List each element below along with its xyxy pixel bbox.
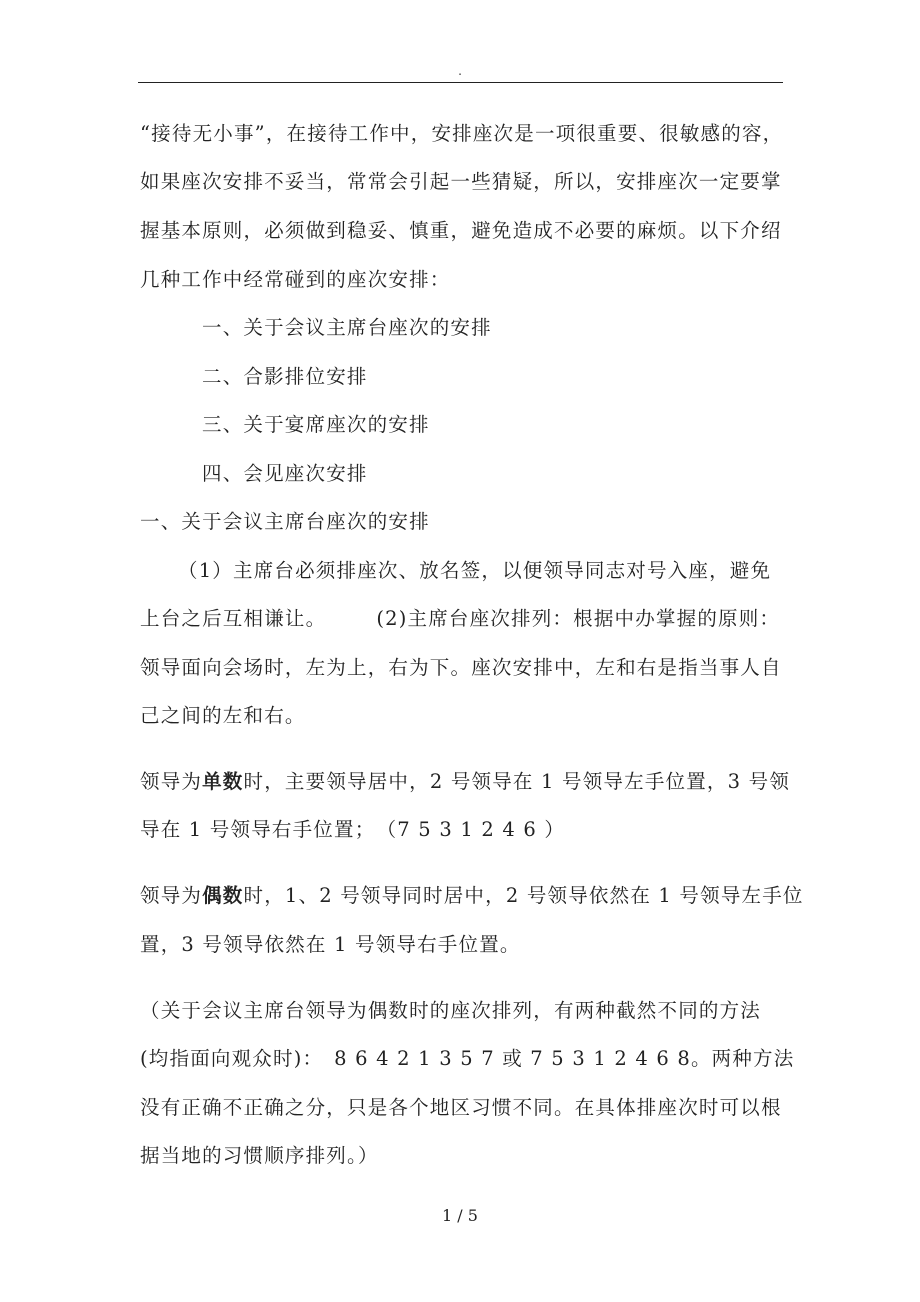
text-line: （关于会议主席台领导为偶数时的座次排列，有两种截然不同的方法 — [140, 999, 762, 1022]
text-line — [140, 606, 780, 632]
page-header-mark: . — [458, 64, 462, 78]
text-segment: 领导为 — [140, 884, 203, 907]
section-heading: 一、关于会议主席台座次的安排 — [140, 510, 430, 533]
text-line: “接待无小事”，在接待工作中，安排座次是一项很重要、很敏感的容， — [140, 122, 784, 145]
bold-term: 偶数 — [202, 884, 244, 907]
header-rule — [138, 82, 783, 83]
page-number: 1 / 5 — [442, 1206, 478, 1225]
text-line: 握基本原则，必须做到稳妥、慎重，避免造成不必要的麻烦。以下介绍 — [140, 219, 782, 242]
toc-item: 三、关于宴席座次的安排 — [202, 413, 430, 436]
text-line: 领导面向会场时，左为上，右为下。座次安排中，左和右是指当事人自 — [140, 656, 782, 679]
text-segment: 时，主要领导居中，2 号领导在 1 号领导左手位置，3 号领 — [243, 770, 791, 793]
toc-item: 一、关于会议主席台座次的安排 — [202, 316, 492, 339]
toc-item: 二、合影排位安排 — [202, 365, 368, 388]
text-line: 据当地的习惯顺序排列。） — [140, 1144, 379, 1167]
text-segment: 上台之后互相谦让。 — [140, 607, 327, 630]
text-line: 己之间的左和右。 — [140, 704, 306, 727]
text-line: 导在 1 号领导右手位置； （7 5 3 1 2 4 6 ） — [140, 818, 566, 841]
text-segment: 领导为 — [140, 770, 203, 793]
text-line — [140, 769, 790, 795]
toc-item: 四、会见座次安排 — [202, 462, 368, 485]
text-segment: 时，1、2 号领导同时居中，2 号领导依然在 1 号领导左手位 — [243, 884, 804, 907]
text-segment: (2)主席台座次排列：根据中办掌握的原则： — [376, 607, 781, 630]
text-line: 没有正确不正确之分，只是各个地区习惯不同。在具体排座次时可以根 — [140, 1096, 782, 1119]
text-line: 如果座次安排不妥当，常常会引起一些猜疑，所以，安排座次一定要掌 — [140, 170, 782, 193]
text-line: （1）主席台必须排座次、放名签，以便领导同志对号入座，避免 — [178, 559, 772, 582]
text-line: (均指面向观众时)： 8 6 4 2 1 3 5 7 或 7 5 3 1 2 4 6 8。两种方法 — [140, 1047, 795, 1070]
text-line: 几种工作中经常碰到的座次安排： — [140, 268, 451, 291]
text-line: 置，3 号领导依然在 1 号领导右手位置。 — [140, 933, 521, 956]
text-line — [140, 883, 804, 909]
bold-term: 单数 — [202, 770, 244, 793]
